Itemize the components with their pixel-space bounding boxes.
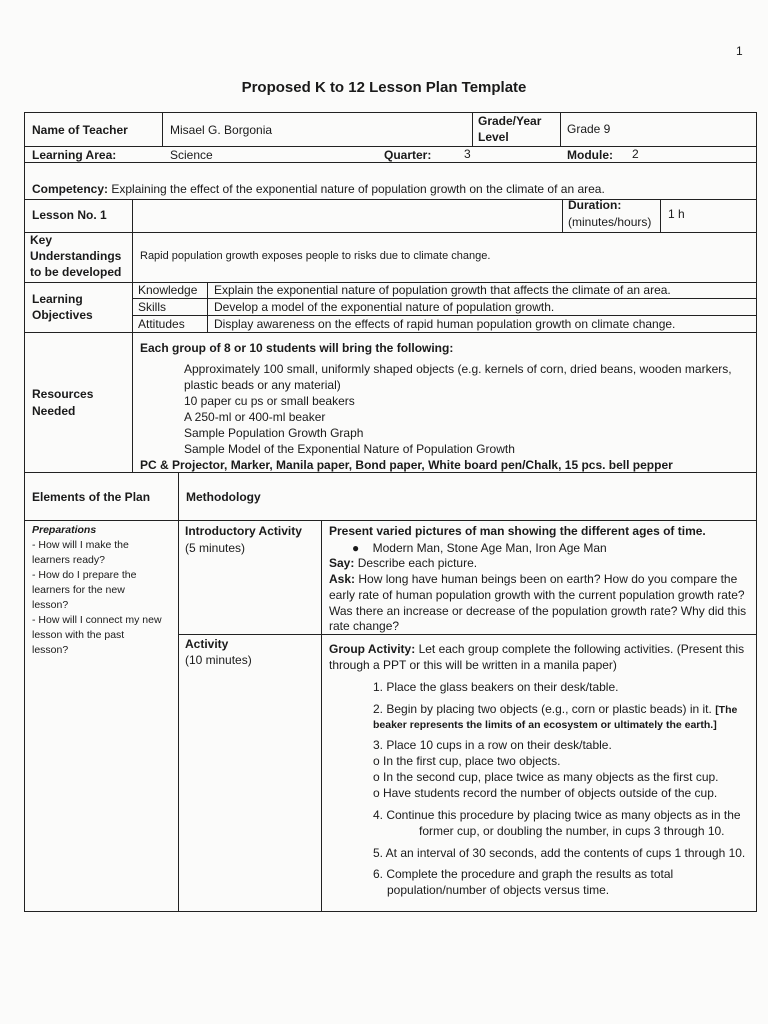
step-4-cont: former cup, or doubling the number, in cups 3 through 10. (419, 824, 725, 838)
teacher-label: Name of Teacher (32, 123, 128, 137)
step-2 (373, 702, 737, 717)
step-2-text: 2. Begin by placing two objects (e.g., corn or plastic beads) in it. (373, 702, 712, 716)
grade-label-level: Level (478, 130, 509, 144)
objective-domain-knowledge: Knowledge (138, 283, 198, 297)
ask-text: How long have human beings been on earth? How do you compare the (355, 572, 738, 586)
group-activity-label: Group Activity: (329, 642, 416, 656)
preparations-line: - How will I connect my new (32, 614, 162, 626)
group-activity-line (329, 642, 744, 657)
step-3-sub: o In the second cup, place twice as many objects as the first cup. (373, 770, 719, 784)
preparations-line: lesson? (32, 644, 69, 656)
bullet-icon: ● (352, 541, 373, 555)
key-label-3: to be developed (30, 265, 122, 279)
key-label-2: Understandings (30, 249, 122, 263)
page-title: Proposed K to 12 Lesson Plan Template (241, 79, 527, 96)
resource-item: Approximately 100 small, uniformly shaped objects (e.g. kernels of corn, dried beans, wooden markers, (184, 362, 732, 376)
objectives-label-1: Learning (32, 292, 83, 306)
grade-value: Grade 9 (567, 122, 611, 136)
page-number: 1 (736, 44, 743, 58)
step-4: 4. Continue this procedure by placing twice as many objects as in the (373, 808, 741, 822)
elements-of-plan-label: Elements of the Plan (32, 490, 151, 504)
key-understanding-text: Rapid population growth exposes people to risks due to climate change. (140, 250, 491, 262)
activity-title: Activity (185, 637, 229, 651)
resource-item: plastic beads or any material) (184, 378, 341, 392)
say-line (329, 556, 477, 571)
learning-area-label: Learning Area: (32, 148, 117, 162)
group-activity-line: through a PPT or this will be written in a manila paper) (329, 658, 617, 672)
competency-text: Explaining the effect of the exponential nature of population growth on the climate of an area. (108, 182, 605, 196)
step-3-sub: o In the first cup, place two objects. (373, 754, 561, 768)
preparations-line: learners ready? (32, 554, 105, 566)
preparations-line: - How will I make the (32, 539, 129, 551)
step-3: 3. Place 10 cups in a row on their desk/table. (373, 738, 612, 752)
preparations-title: Preparations (32, 524, 97, 536)
resource-item: A 250-ml or 400-ml beaker (184, 410, 326, 424)
intro-activity-title: Introductory Activity (185, 524, 302, 538)
preparations-line: - How do I prepare the (32, 569, 137, 581)
teacher-name: Misael G. Borgonia (170, 123, 273, 137)
activity-time: (10 minutes) (185, 653, 252, 667)
duration-label: Duration: (568, 198, 622, 212)
group-activity-text: Let each group complete the following activities. (Present this (415, 642, 745, 656)
objective-skills-text: Develop a model of the exponential nature of population growth. (214, 300, 555, 314)
step-3-sub: o Have students record the number of objects outside of the cup. (373, 786, 718, 800)
say-label: Say: (329, 556, 355, 570)
module-label: Module: (567, 148, 613, 162)
quarter-label: Quarter: (384, 148, 432, 162)
methodology-label: Methodology (186, 490, 261, 504)
step-6: 6. Complete the procedure and graph the results as total (373, 867, 674, 881)
resource-item: 10 paper cu ps or small beakers (184, 394, 355, 408)
objective-domain-skills: Skills (138, 300, 167, 314)
resources-label-2: Needed (32, 404, 76, 418)
step-2-note: [The (715, 704, 738, 716)
step-1: 1. Place the glass beakers on their desk/table. (373, 680, 619, 694)
duration-unit-label: (minutes/hours) (568, 215, 652, 229)
key-label-1: Key (30, 233, 53, 247)
intro-heading: Present varied pictures of man showing the different ages of time. (329, 524, 706, 538)
competency-label: Competency: (32, 182, 109, 196)
objectives-label-2: Objectives (32, 308, 93, 322)
grade-label: Grade/Year (478, 114, 542, 128)
preparations-line: lesson? (32, 599, 69, 611)
ask-line: rate change? (329, 619, 400, 633)
duration-value: 1 h (668, 207, 685, 221)
ask-line (329, 572, 737, 587)
preparations-line: learners for the new (32, 584, 125, 596)
ask-line: early rate of human population growth with the current population growth rate? (329, 588, 745, 602)
objective-domain-attitudes: Attitudes (138, 317, 185, 331)
resources-heading: Each group of 8 or 10 students will bring the following: (140, 341, 454, 355)
intro-activity-time: (5 minutes) (185, 541, 246, 555)
learning-area-value: Science (170, 148, 213, 162)
resource-item: Sample Model of the Exponential Nature of Population Growth (184, 442, 515, 456)
step-2-note-line: beaker represents the limits of an ecosystem or ultimately the earth.] (373, 719, 717, 731)
objective-knowledge-text: Explain the exponential nature of population growth that affects the climate of an area. (214, 283, 671, 297)
step-6-cont: population/number of objects versus time. (387, 883, 610, 897)
resources-footer: PC & Projector, Marker, Manila paper, Bond paper, White board pen/Chalk, 15 pcs. bell pepper (140, 458, 673, 472)
intro-bullet (352, 541, 607, 556)
ask-line: Was there an increase or decrease of the population growth rate? Why did this (329, 604, 747, 618)
quarter-value: 3 (464, 147, 471, 161)
intro-bullet-text: Modern Man, Stone Age Man, Iron Age Man (372, 541, 607, 555)
lesson-number: Lesson No. 1 (32, 208, 107, 222)
step-5: 5. At an interval of 30 seconds, add the contents of cups 1 through 10. (373, 846, 746, 860)
resource-item: Sample Population Growth Graph (184, 426, 364, 440)
preparations-line: lesson with the past (32, 629, 125, 641)
say-text: Describe each picture. (354, 556, 478, 570)
module-value: 2 (632, 147, 639, 161)
ask-label: Ask: (329, 572, 356, 586)
resources-label-1: Resources (32, 387, 94, 401)
objective-attitudes-text: Display awareness on the effects of rapid human population growth on climate change. (214, 317, 676, 331)
competency (32, 182, 605, 197)
